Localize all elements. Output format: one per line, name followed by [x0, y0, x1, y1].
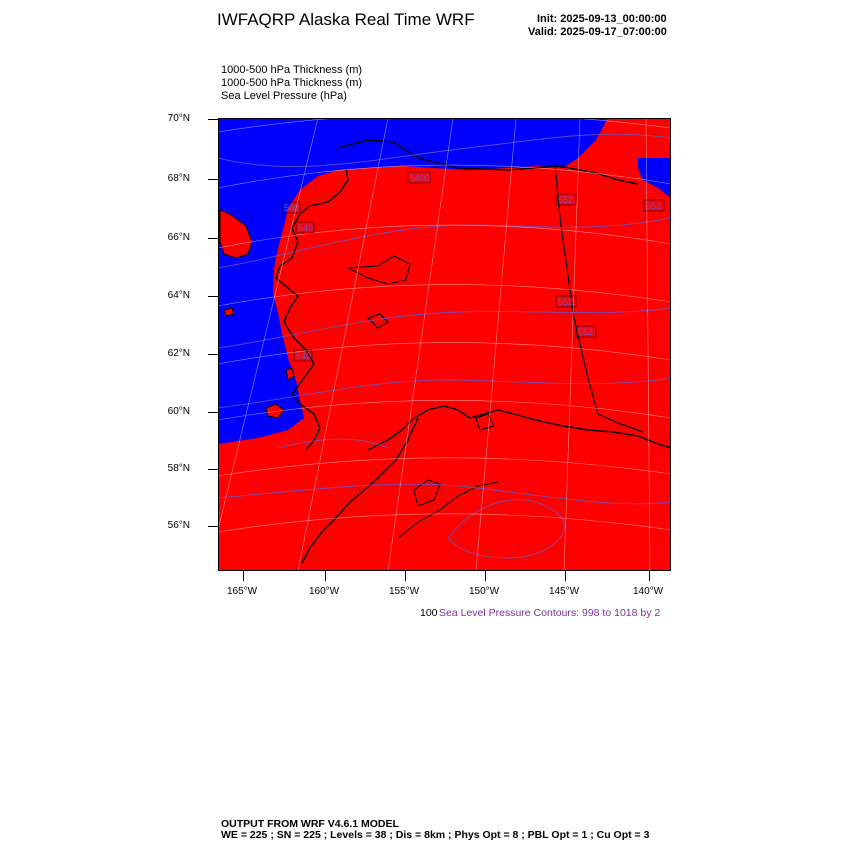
contour-info-text: Sea Level Pressure Contours: 998 to 1018 by 2: [439, 607, 661, 619]
island: [224, 308, 234, 316]
lon-label-140: 140°W: [633, 586, 664, 597]
contour-label: 552: [558, 195, 574, 205]
lon-label-165: 165°W: [227, 586, 258, 597]
lat-label-66: 66°N: [167, 232, 190, 243]
footer-model: OUTPUT FROM WRF V4.6.1 MODEL: [221, 818, 399, 830]
lat-tick: [208, 238, 218, 239]
init-time: Init: 2025-09-13_00:00:00: [537, 13, 667, 25]
lat-tick: [208, 179, 218, 180]
lat-tick: [208, 469, 218, 470]
lat-label-64: 64°N: [167, 290, 190, 301]
contour-label: 552: [578, 327, 594, 337]
lon-tick: [405, 571, 406, 581]
lat-tick: [208, 354, 218, 355]
lat-label-68: 68°N: [167, 173, 190, 184]
lat-tick: [208, 526, 218, 527]
lon-tick: [243, 571, 244, 581]
lat-label-58: 58°N: [167, 463, 190, 474]
lat-label-62: 62°N: [167, 348, 190, 359]
lat-label-70: 70°N: [167, 113, 190, 124]
plot-title: IWFAQRP Alaska Real Time WRF: [217, 10, 475, 29]
lon-label-160: 160°W: [309, 586, 340, 597]
legend-thickness-2: 1000-500 hPa Thickness (m): [221, 77, 363, 89]
contour-label: 540: [298, 223, 314, 233]
contour-label: 540: [296, 351, 312, 361]
contour-min-label: 100: [420, 607, 438, 619]
legend-slp: Sea Level Pressure (hPa): [221, 90, 347, 102]
valid-time: Valid: 2025-09-17_07:00:00: [528, 26, 667, 38]
contour-label: 552: [646, 201, 662, 211]
lon-label-150: 150°W: [469, 586, 500, 597]
lat-tick: [208, 296, 218, 297]
lon-tick: [649, 571, 650, 581]
lat-tick: [208, 412, 218, 413]
contour-label: 552: [558, 297, 574, 307]
footer-config: WE = 225 ; SN = 225 ; Levels = 38 ; Dis = 8km ; Phys Opt = 8 ; PBL Opt = 1 ; Cu Opt = 3: [221, 829, 650, 841]
legend-thickness-1: 1000-500 hPa Thickness (m): [221, 64, 363, 76]
contour-label: 540: [284, 203, 300, 213]
contour-label: 5400: [410, 173, 431, 183]
map-panel: [218, 118, 671, 571]
lon-label-145: 145°W: [549, 586, 580, 597]
lat-label-60: 60°N: [167, 406, 190, 417]
lon-tick: [565, 571, 566, 581]
lon-tick: [485, 571, 486, 581]
lat-tick: [208, 119, 218, 120]
lat-label-56: 56°N: [167, 520, 190, 531]
lon-tick: [325, 571, 326, 581]
lon-label-155: 155°W: [389, 586, 420, 597]
